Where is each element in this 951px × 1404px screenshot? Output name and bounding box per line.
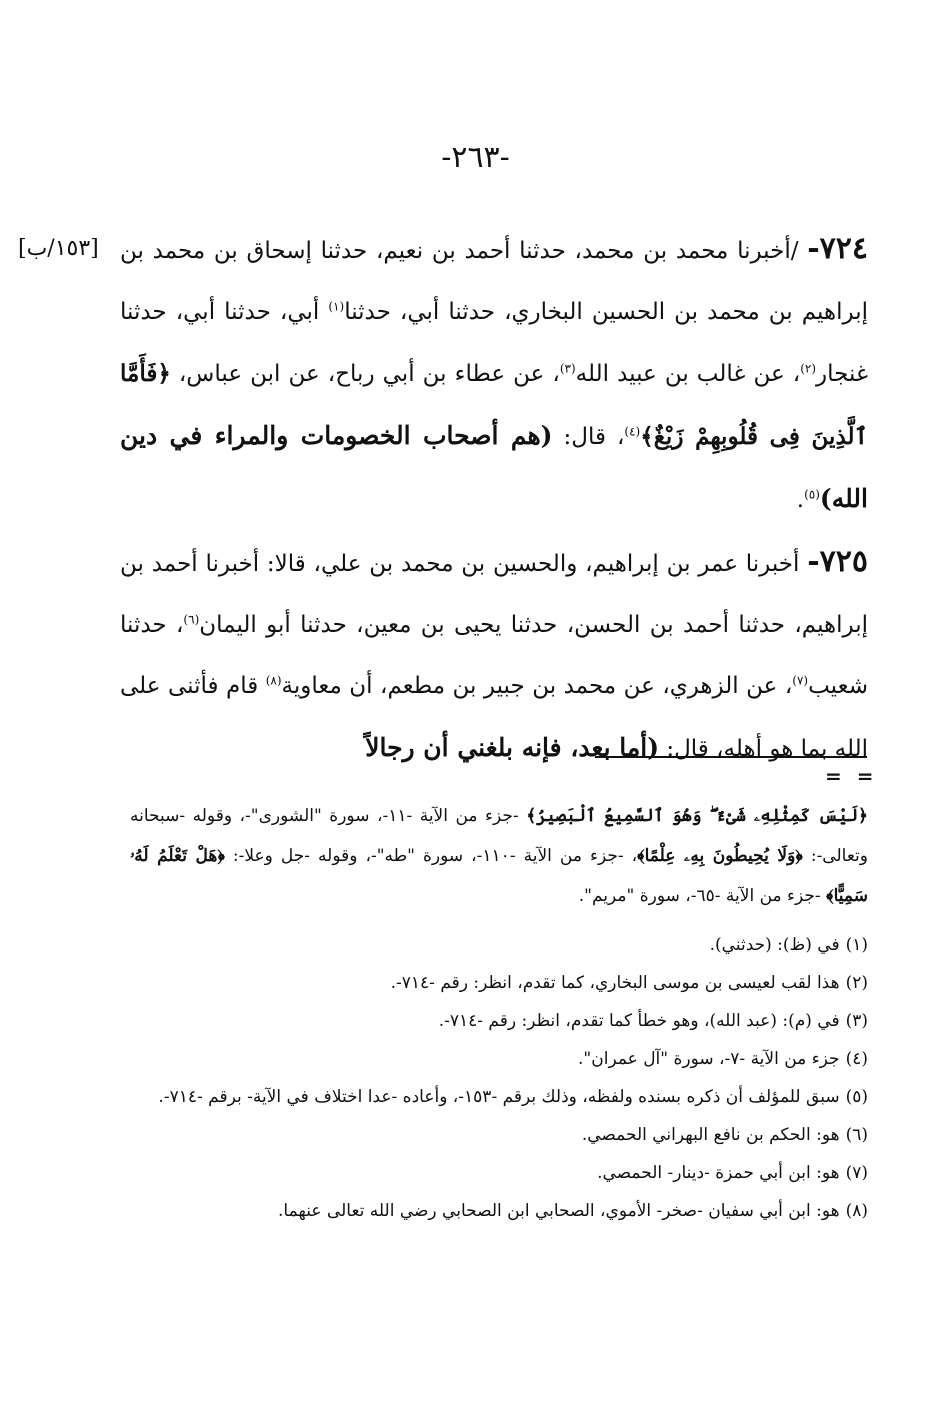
footnote-text: جزء من الآية -٧-، سورة "آل عمران". — [578, 1049, 840, 1069]
footnote-item — [130, 1192, 868, 1230]
footnote-item — [130, 964, 868, 1002]
isnad-text: ، عن الزهري، عن محمد بن جبير بن مطعم، أن معاوية — [281, 673, 793, 699]
isnad-text: ، قال: — [552, 424, 625, 450]
footnote-text: هو: ابن أبي سفيان -صخر- الأموي، الصحابي ابن الصحابي رضي الله تعالى عنهما. — [277, 1201, 840, 1221]
footnote-text: -جزء من الآية -٦٥-، سورة "مريم". — [578, 886, 827, 906]
hadith-number: ٧٢٥- — [807, 544, 868, 579]
footnote-number: (٤) — [845, 1049, 868, 1069]
footnote-item — [130, 1078, 868, 1116]
quran-verse: ﴿هَلْ تَعْلَمُ لَهُۥ سَمِيًّا﴾ — [130, 846, 868, 906]
footnote-text: في (م): (عبد الله)، وهو خطأ كما تقدم، انظر: رقم -٧١٤-. — [438, 1011, 840, 1031]
footnote-ref: (٣) — [559, 361, 576, 376]
isnad-text: ، عن غالب بن عبيد الله — [575, 361, 801, 387]
footnote-text: ، -جزء من الآية -١١٠-، سورة "طه"-، وقوله -جل وعلا-: — [224, 846, 638, 866]
footnote-item — [130, 1002, 868, 1040]
footnote-number: (٥) — [845, 1087, 868, 1107]
hadith-725 — [120, 531, 868, 780]
footnote-number: (٣) — [845, 1011, 868, 1031]
footnote-ref: (٤) — [624, 424, 641, 439]
page-number: -٢٦٣- — [441, 140, 510, 175]
isnad-text: . — [796, 487, 805, 513]
footnote-ref: (١) — [328, 299, 345, 314]
hadith-number: ٧٢٤- — [807, 231, 868, 266]
footnote-text: سبق للمؤلف أن ذكره بسنده ولفظه، وذلك برقم -١٥٣-، وأعاده -عدا اختلاف في الآية- برقم -٧١٤-. — [158, 1087, 840, 1107]
footnote-item — [130, 1116, 868, 1154]
footnote-number: (٧) — [845, 1163, 868, 1183]
isnad-text: ، عن عطاء بن أبي رباح، عن ابن عباس، — [170, 361, 560, 387]
footnote-ref: (٦) — [183, 612, 200, 627]
footnote-item — [130, 926, 868, 964]
footnote-list — [130, 926, 868, 1230]
quran-verse: ﴿وَلَا يُحِيطُونَ بِهِۦ عِلْمًا﴾ — [637, 846, 803, 866]
footnote-ref: (٥) — [804, 487, 820, 502]
footnote-text: هو: الحكم بن نافع البهراني الحمصي. — [581, 1125, 840, 1145]
isnad-text: أخبرنا عمر بن إبراهيم، والحسين بن محمد بن علي، قالا: أخبرنا أحمد بن إبراهيم، حدثنا أحمد بن الحسن، حدثنا يحيى بن معين، حدثنا أبو اليمان — [120, 551, 869, 638]
quran-verse: ﴿فَأَمَّا ٱلَّذِينَ فِى قُلُوبِهِمْ زَيْغٌ﴾ — [120, 360, 868, 450]
footnote-text: في (ظ): (حدثني). — [709, 935, 840, 955]
isnad-text: أبي، حدثنا أبي، حدثنا غنجار — [120, 299, 868, 387]
footnote-separator-line — [595, 756, 867, 758]
quran-verse: ﴿لَيْسَ كَمِثْلِهِۦ شَىْءٌ ۖ وَهُوَ ٱلسَّمِيعُ ٱلْبَصِيرُ﴾ — [526, 806, 868, 826]
isnad-text: ، حدثنا شعيب — [120, 612, 868, 699]
footnote-number: (٦) — [845, 1125, 868, 1145]
footnote-ref: (٢) — [800, 361, 817, 376]
footnote-text: -جزء من الآية -١١-، سورة "الشورى"-، وقوله -سبحانه وتعالى-: — [130, 806, 868, 866]
isnad-text: قام فأثنى على الله بما هو أهله، قال: — [120, 673, 868, 762]
footnote-continuation — [130, 796, 868, 916]
footnote-item — [130, 1040, 868, 1078]
footnote-ref: (٨) — [265, 673, 282, 688]
isnad-text: /أخبرنا محمد بن محمد، حدثنا أحمد بن نعيم، حدثنا إسحاق بن محمد بن إبراهيم بن محمد بن الحسين البخاري، حدثنا أبي، حدثنا — [120, 238, 868, 325]
manuscript-folio-reference: [١٥٣/ب] — [18, 236, 99, 261]
footnote-number: (٢) — [845, 973, 868, 993]
footnote-item — [130, 1154, 868, 1192]
footnote-number: (٨) — [845, 1201, 868, 1221]
footnote-text: هذا لقب لعيسى بن موسى البخاري، كما تقدم، انظر: رقم -٧١٤-. — [390, 973, 840, 993]
hadith-quote: (هم أصحاب الخصومات والمراء في دين الله) — [120, 421, 868, 513]
main-text — [120, 218, 868, 780]
hadith-quote: (أما بعد، فإنه بلغني أن رجالاً — [365, 733, 660, 762]
hadith-724 — [120, 218, 868, 531]
footnotes-section — [130, 796, 868, 1230]
continuation-mark: = = — [825, 764, 878, 788]
footnote-ref: (٧) — [792, 673, 809, 688]
footnote-text: هو: ابن أبي حمزة -دينار- الحمصي. — [597, 1163, 840, 1183]
footnote-number: (١) — [845, 935, 868, 955]
